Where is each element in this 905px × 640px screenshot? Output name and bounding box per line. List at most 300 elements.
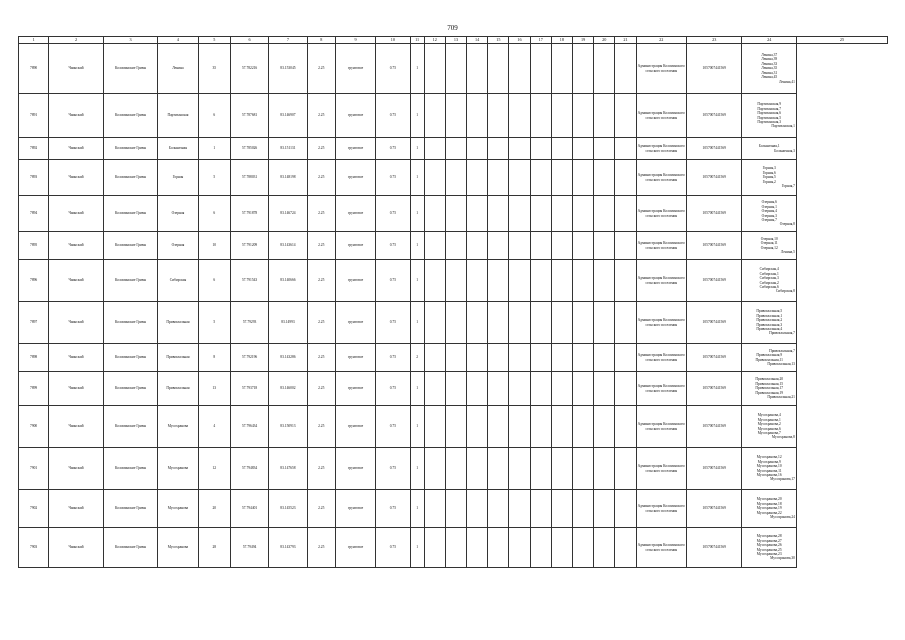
cell-lat: 57.796434 [230, 406, 268, 448]
cell-settlement: Коломинские Гривы [103, 232, 158, 260]
address-line: Мусохранова,4 [757, 413, 781, 418]
cell-empty [424, 372, 445, 406]
cell-empty [509, 344, 530, 372]
cell-cnt: 1 [410, 372, 424, 406]
cell-empty [572, 160, 593, 196]
cell-empty [424, 232, 445, 260]
cell-area: 2.25 [307, 372, 335, 406]
address-line: Мусохранова,8 [771, 435, 795, 440]
address-line: Привокзальная,1 [756, 313, 783, 318]
cell-empty [615, 232, 636, 260]
cell-area: 2.25 [307, 260, 335, 302]
address-line: Мусохранова,12 [756, 455, 782, 460]
address-line: Привокзальная,17 [755, 386, 784, 391]
cell-empty [488, 160, 509, 196]
cell-empty [467, 94, 488, 138]
cell-empty [572, 138, 593, 160]
cell-addresses [742, 260, 797, 302]
cell-empty [530, 406, 551, 448]
cell-empty [467, 196, 488, 232]
cell-empty [572, 260, 593, 302]
cell-empty [509, 406, 530, 448]
cell-cnt: 1 [410, 138, 424, 160]
address-line: Озерная,6 [761, 200, 777, 205]
address-line: Сибирская,8 [775, 289, 795, 294]
address-line: Мусохранова,27 [756, 538, 782, 543]
column-header: 6 [230, 37, 268, 44]
cell-empty [445, 406, 466, 448]
cell-settlement: Коломинские Гривы [103, 196, 158, 232]
cell-empty [615, 94, 636, 138]
cell-addresses [742, 344, 797, 372]
cell-lon: 83.143614 [269, 232, 307, 260]
cell-empty [551, 160, 572, 196]
cell-lon: 83.14993 [269, 302, 307, 344]
cell-lat: 57.794834 [230, 448, 268, 490]
cell-surface: грунтовое [335, 448, 375, 490]
cell-empty [488, 138, 509, 160]
cell-empty [551, 196, 572, 232]
cell-empty [530, 260, 551, 302]
cell-empty [615, 138, 636, 160]
cell-empty [594, 160, 615, 196]
cell-id: 7893 [19, 160, 49, 196]
cell-empty [424, 196, 445, 232]
cell-empty [551, 372, 572, 406]
cell-house: 6 [198, 260, 230, 302]
cell-empty [424, 160, 445, 196]
cell-addresses [742, 528, 797, 568]
column-header: 14 [467, 37, 488, 44]
table-row [19, 160, 888, 196]
cell-house: 13 [198, 372, 230, 406]
cell-district: Чаинский [49, 260, 104, 302]
address-line: Мусохранова,25 [756, 547, 782, 552]
cell-empty [572, 490, 593, 528]
cell-empty [615, 406, 636, 448]
cell-cnt: 2 [410, 344, 424, 372]
column-header: 23 [686, 37, 742, 44]
cell-lat: 57.785026 [230, 138, 268, 160]
cell-district: Чаинский [49, 302, 104, 344]
cell-empty [615, 302, 636, 344]
cell-vol: 0.75 [376, 302, 410, 344]
cell-lat: 57.794401 [230, 490, 268, 528]
address-line: Партизанская,7 [757, 106, 782, 111]
cell-empty [572, 44, 593, 94]
cell-empty [594, 528, 615, 568]
cell-cnt: 1 [410, 260, 424, 302]
cell-empty [488, 372, 509, 406]
cell-area: 2.25 [307, 302, 335, 344]
page-number: 709 [447, 24, 458, 32]
table-row [19, 260, 888, 302]
cell-id: 7896 [19, 260, 49, 302]
cell-ogrn: 1057007441569 [686, 490, 742, 528]
cell-surface: грунтовое [335, 260, 375, 302]
address-line: Мусохранова,19 [756, 506, 782, 511]
cell-lon: 83.140666 [269, 260, 307, 302]
cell-ogrn: 1057007441569 [686, 448, 742, 490]
cell-empty [445, 344, 466, 372]
cell-house: 35 [198, 44, 230, 94]
cell-vol: 0.75 [376, 448, 410, 490]
cell-empty [509, 260, 530, 302]
cell-empty [594, 490, 615, 528]
cell-district: Чаинский [49, 372, 104, 406]
cell-empty [445, 528, 466, 568]
cell-vol: 0.75 [376, 44, 410, 94]
address-line: Мусохранова,20 [756, 497, 782, 502]
cell-empty [551, 94, 572, 138]
cell-empty [424, 44, 445, 94]
address-line: Мусохранова,23 [756, 551, 782, 556]
cell-empty [509, 94, 530, 138]
cell-empty [530, 232, 551, 260]
cell-empty [572, 302, 593, 344]
address-line: Ленина,31 [761, 70, 778, 75]
column-header: 2 [49, 37, 104, 44]
cell-admin: Администрация Коломинского сельского поселения [636, 232, 686, 260]
cell-vol: 0.75 [376, 232, 410, 260]
cell-empty [445, 196, 466, 232]
cell-empty [424, 138, 445, 160]
cell-empty [467, 448, 488, 490]
cell-vol: 0.75 [376, 138, 410, 160]
cell-house: 8 [198, 344, 230, 372]
cell-lon: 83.146907 [269, 94, 307, 138]
cell-lon: 83.143286 [269, 344, 307, 372]
cell-lon: 83.146002 [269, 372, 307, 406]
cell-addresses [742, 160, 797, 196]
cell-admin: Администрация Коломинского сельского поселения [636, 344, 686, 372]
cell-empty [509, 372, 530, 406]
cell-house: 5 [198, 160, 230, 196]
column-header: 8 [307, 37, 335, 44]
cell-surface: грунтовое [335, 302, 375, 344]
cell-id: 7895 [19, 232, 49, 260]
address-line: Горная,3 [762, 166, 776, 171]
cell-empty [551, 344, 572, 372]
address-line: Сибирская,2 [759, 280, 779, 285]
address-line: Привокзальная,7 [769, 331, 795, 336]
cell-empty [551, 302, 572, 344]
cell-surface: грунтовое [335, 344, 375, 372]
cell-empty [551, 232, 572, 260]
column-header: 15 [488, 37, 509, 44]
cell-admin: Администрация Коломинского сельского поселения [636, 260, 686, 302]
cell-settlement: Коломинские Гривы [103, 94, 158, 138]
cell-addresses [742, 302, 797, 344]
cell-district: Чаинский [49, 196, 104, 232]
cell-surface: грунтовое [335, 196, 375, 232]
cell-empty [530, 344, 551, 372]
cell-empty [488, 196, 509, 232]
address-line: Сибирская,1 [759, 271, 779, 276]
cell-admin: Администрация Коломинского сельского поселения [636, 94, 686, 138]
cell-district: Чаинский [49, 490, 104, 528]
cell-area: 2.25 [307, 528, 335, 568]
cell-addresses [742, 448, 797, 490]
cell-area: 2.25 [307, 44, 335, 94]
cell-empty [467, 138, 488, 160]
cell-lon: 83.145523 [269, 490, 307, 528]
cell-settlement: Коломинские Гривы [103, 528, 158, 568]
cell-empty [572, 232, 593, 260]
address-line: Озерная,1 [761, 204, 777, 209]
cell-addresses [742, 94, 797, 138]
address-line: Мусохранова,11 [756, 468, 782, 473]
cell-ogrn: 1057007441569 [686, 302, 742, 344]
cell-empty [467, 490, 488, 528]
column-header: 4 [158, 37, 198, 44]
cell-surface: грунтовое [335, 94, 375, 138]
column-header: 11 [410, 37, 424, 44]
cell-empty [615, 344, 636, 372]
cell-cnt: 1 [410, 490, 424, 528]
cell-empty [594, 372, 615, 406]
cell-ogrn: 1057007441569 [686, 160, 742, 196]
address-line: Мусохранова,7 [757, 430, 781, 435]
cell-surface: грунтовое [335, 406, 375, 448]
cell-empty [445, 232, 466, 260]
cell-empty [488, 94, 509, 138]
cell-empty [615, 160, 636, 196]
cell-area: 2.25 [307, 94, 335, 138]
cell-id: 7894 [19, 196, 49, 232]
cell-empty [615, 528, 636, 568]
cell-vol: 0.75 [376, 528, 410, 568]
cell-vol: 0.75 [376, 372, 410, 406]
address-line: Озерная,7 [761, 217, 777, 222]
cell-empty [467, 160, 488, 196]
column-header: 24 [742, 37, 797, 44]
cell-ogrn: 1057007441569 [686, 372, 742, 406]
address-line: Мусохранова,6 [757, 426, 781, 431]
cell-surface: грунтовое [335, 44, 375, 94]
cell-empty [445, 260, 466, 302]
column-header: 25 [796, 37, 887, 44]
column-header: 9 [335, 37, 375, 44]
cell-street: Привокзальная [158, 344, 198, 372]
cell-ogrn: 1057007441569 [686, 138, 742, 160]
address-line: Горная,5 [762, 175, 776, 180]
cell-cnt: 1 [410, 94, 424, 138]
address-line: Мусохранова,22 [756, 510, 782, 515]
cell-surface: грунтовое [335, 490, 375, 528]
address-line: Мусохранова,16 [756, 472, 782, 477]
address-line: Мусохранова,9 [757, 459, 781, 464]
cell-empty [594, 196, 615, 232]
cell-district: Чаинский [49, 232, 104, 260]
address-line: Партизанская,5 [757, 115, 782, 120]
column-header: 5 [198, 37, 230, 44]
cell-id: 7891 [19, 94, 49, 138]
cell-lon: 83.148198 [269, 160, 307, 196]
cell-empty [467, 260, 488, 302]
cell-lat: 57.787681 [230, 94, 268, 138]
cell-street: Мусохранова [158, 528, 198, 568]
cell-street: Больничная [158, 138, 198, 160]
cell-empty [594, 344, 615, 372]
cell-cnt: 1 [410, 160, 424, 196]
address-line: Ленина,37 [761, 53, 778, 58]
cell-lat: 57.782216 [230, 44, 268, 94]
cell-lat: 57.79494 [230, 528, 268, 568]
cell-district: Чаинский [49, 138, 104, 160]
address-line: Привокзальная,15 [755, 381, 784, 386]
cell-empty [615, 260, 636, 302]
cell-settlement: Коломинские Гривы [103, 448, 158, 490]
cell-ogrn: 1057007441569 [686, 196, 742, 232]
address-line: Мусохранова,17 [770, 477, 795, 482]
cell-house: 12 [198, 448, 230, 490]
cell-surface: грунтовое [335, 372, 375, 406]
cell-lon: 83.150913 [269, 406, 307, 448]
cell-id: 7897 [19, 302, 49, 344]
cell-addresses [742, 138, 797, 160]
cell-area: 2.25 [307, 344, 335, 372]
cell-empty [467, 232, 488, 260]
address-line: Озерная,10 [760, 236, 778, 241]
cell-street: Озерная [158, 196, 198, 232]
cell-addresses [742, 44, 797, 94]
cell-house: 28 [198, 528, 230, 568]
cell-street: Ленина [158, 44, 198, 94]
address-line: Горная,2 [762, 179, 776, 184]
cell-house: 5 [198, 302, 230, 344]
cell-empty [424, 406, 445, 448]
cell-empty [509, 44, 530, 94]
cell-settlement: Коломинские Гривы [103, 406, 158, 448]
cell-empty [615, 448, 636, 490]
address-line: Привокзальная,20 [755, 377, 784, 382]
column-header: 19 [572, 37, 593, 44]
column-header: 10 [376, 37, 410, 44]
cell-empty [424, 528, 445, 568]
cell-empty [424, 490, 445, 528]
table-row [19, 528, 888, 568]
cell-empty [530, 196, 551, 232]
column-header: 1 [19, 37, 49, 44]
address-line: Партизанская,6 [757, 111, 782, 116]
cell-settlement: Коломинские Гривы [103, 260, 158, 302]
column-header: 21 [615, 37, 636, 44]
cell-empty [551, 490, 572, 528]
cell-admin: Администрация Коломинского сельского поселения [636, 44, 686, 94]
address-line: Сибирская,3 [759, 276, 779, 281]
cell-empty [615, 490, 636, 528]
cell-id: 7902 [19, 490, 49, 528]
address-line: Привокзальная,13 [767, 361, 795, 366]
cell-settlement: Коломинские Гривы [103, 372, 158, 406]
address-line: Партизанская,3 [757, 119, 782, 124]
table-row [19, 138, 888, 160]
cell-empty [509, 232, 530, 260]
address-line: Ленина,5 [780, 249, 795, 254]
address-line: Ленина,33 [761, 61, 778, 66]
address-line: Ленина,39 [761, 57, 778, 62]
cell-empty [594, 448, 615, 490]
cell-ogrn: 1057007441569 [686, 232, 742, 260]
address-line: Привокзальная,11 [755, 357, 783, 362]
cell-empty [572, 372, 593, 406]
cell-empty [530, 138, 551, 160]
cell-cnt: 1 [410, 302, 424, 344]
cell-empty [530, 528, 551, 568]
cell-id: 7899 [19, 372, 49, 406]
cell-district: Чаинский [49, 406, 104, 448]
cell-empty [424, 302, 445, 344]
cell-cnt: 1 [410, 232, 424, 260]
cell-empty [424, 94, 445, 138]
cell-addresses [742, 196, 797, 232]
cell-empty [551, 260, 572, 302]
cell-empty [445, 94, 466, 138]
cell-vol: 0.75 [376, 260, 410, 302]
cell-ogrn: 1057007441569 [686, 344, 742, 372]
cell-empty [488, 528, 509, 568]
cell-empty [615, 44, 636, 94]
cell-vol: 0.75 [376, 344, 410, 372]
cell-empty [551, 448, 572, 490]
cell-empty [488, 302, 509, 344]
cell-district: Чаинский [49, 44, 104, 94]
cell-id: 7890 [19, 44, 49, 94]
cell-lat: 57.792196 [230, 344, 268, 372]
cell-empty [488, 260, 509, 302]
cell-lat: 57.79293 [230, 302, 268, 344]
cell-area: 2.25 [307, 160, 335, 196]
column-header: 22 [636, 37, 686, 44]
cell-ogrn: 1057007441569 [686, 44, 742, 94]
cell-cnt: 1 [410, 44, 424, 94]
cell-empty [551, 44, 572, 94]
cell-empty [509, 138, 530, 160]
table-row [19, 406, 888, 448]
address-line: Партизанская,9 [757, 102, 782, 107]
cell-empty [530, 448, 551, 490]
cell-lon: 83.146724 [269, 196, 307, 232]
cell-empty [594, 44, 615, 94]
cell-district: Чаинский [49, 94, 104, 138]
cell-empty [488, 448, 509, 490]
cell-house: 20 [198, 490, 230, 528]
address-line: Привокзальная,21 [767, 395, 795, 400]
cell-vol: 0.75 [376, 490, 410, 528]
address-line: Привокзальная,4 [756, 326, 783, 331]
cell-lon: 83.153045 [269, 44, 307, 94]
cell-empty [467, 344, 488, 372]
cell-id: 7903 [19, 528, 49, 568]
cell-area: 2.25 [307, 448, 335, 490]
cell-house: 1 [198, 138, 230, 160]
cell-street: Привокзальная [158, 372, 198, 406]
column-header: 20 [594, 37, 615, 44]
cell-lat: 57.791878 [230, 196, 268, 232]
cell-street: Мусохранова [158, 490, 198, 528]
cell-cnt: 1 [410, 528, 424, 568]
cell-addresses [742, 232, 797, 260]
table-row [19, 94, 888, 138]
address-line: Мусохранова,26 [756, 543, 782, 548]
address-line: Больничная,3 [774, 148, 795, 153]
register-table [18, 36, 888, 568]
cell-empty [445, 44, 466, 94]
cell-empty [467, 528, 488, 568]
column-header-row [19, 37, 888, 44]
cell-street: Привокзальная [158, 302, 198, 344]
